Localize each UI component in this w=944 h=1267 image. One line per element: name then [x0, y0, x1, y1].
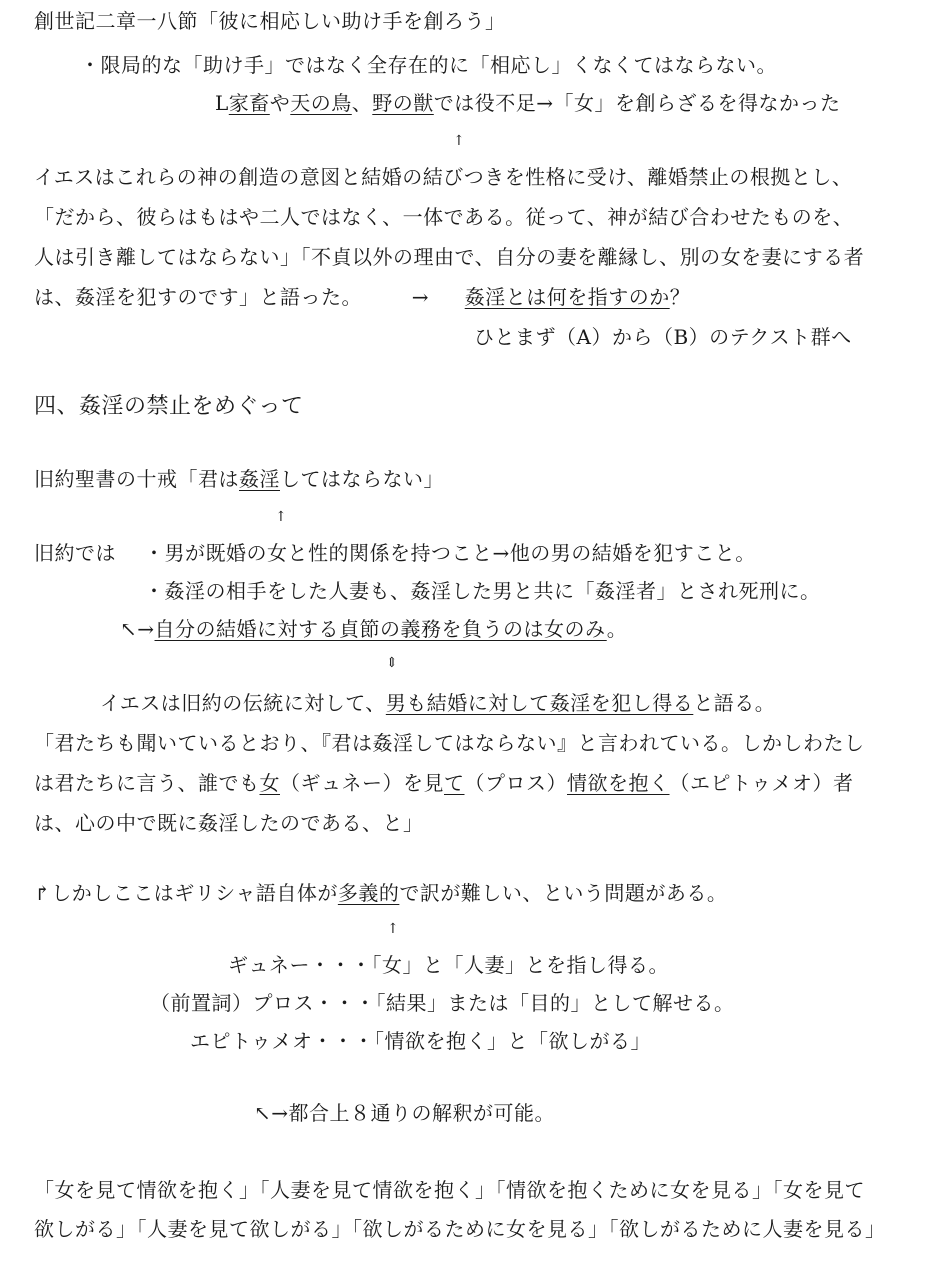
- old-testament-bullet-2: ・姦淫の相手をした人妻も、姦淫した男と共に「姦淫者」とされ死刑に。: [144, 579, 821, 603]
- beasts-text: 野の獣: [372, 91, 434, 115]
- question-mark: ？: [669, 285, 691, 309]
- lust-term: 情欲を抱く: [567, 771, 670, 795]
- interpretations-line-1: 「女を見て情欲を抱く」「人妻を見て情欲を抱く」「情欲を抱くために女を見る」「女を見て: [34, 1178, 865, 1202]
- polysemous-term: 多義的: [337, 881, 400, 905]
- quote-prefix: は君たちに言う、誰でも: [34, 771, 260, 795]
- tradition-suffix: と語る。: [693, 691, 776, 715]
- ambiguity-note: [34, 878, 727, 908]
- te-term: て: [444, 771, 465, 795]
- old-testament-bullet-1: ・男が既婚の女と性的関係を持つこと→他の男の結婚を犯すこと。: [144, 541, 756, 565]
- jesus-tradition-line: [100, 688, 775, 718]
- men-too-text: 男も結婚に対して姦淫を犯し得る: [385, 691, 694, 715]
- commandment-prefix: 旧約聖書の十戒「君は: [34, 467, 239, 491]
- section-heading: 四、姦淫の禁止をめぐって: [34, 394, 304, 419]
- ambiguity-prefix: ↱しかしここはギリシャ語自体が: [34, 881, 338, 905]
- ya-text: や: [269, 91, 291, 115]
- interpretations-line-2: 欲しがる」「人妻を見て欲しがる」「欲しがるために女を見る」「欲しがるために人妻を見る」: [34, 1217, 886, 1241]
- quote-line-2: [34, 768, 854, 798]
- commandment-suffix: してはならない」: [280, 467, 444, 491]
- up-arrow-icon: ↑: [275, 509, 287, 525]
- up-arrow-icon: ↑: [387, 921, 399, 937]
- jesus-paragraph-line-2: 「だから、彼らはもはや二人ではなく、一体である。従って、神が結び合わせたものを、: [34, 205, 854, 229]
- up-arrow-icon: ↑: [453, 133, 465, 149]
- quote-line-3: は、心の中で既に姦淫したのである、と」: [34, 811, 424, 835]
- fidelity-period: 。: [606, 617, 628, 641]
- ambiguity-suffix: で訳が難しい、という問題がある。: [399, 881, 728, 905]
- jesus-paragraph-line-1: イエスはこれらの神の創造の意図と結婚の結びつきを性格に受け、離婚禁止の根拠とし、: [34, 165, 853, 189]
- animals-line: [215, 88, 841, 118]
- updown-arrow-icon: ⇕: [386, 655, 398, 671]
- woman-term: 女: [259, 771, 280, 795]
- right-arrow-icon: →: [411, 285, 429, 309]
- gloss-pros: （前置詞）プロス・・・「結果」または「目的」として解せる。: [150, 991, 735, 1015]
- bracket-mark: L: [215, 91, 229, 115]
- commandment-line: [34, 464, 444, 494]
- jesus-paragraph-line-4: [34, 282, 690, 312]
- epithumeo-gloss: （エピトゥメオ）者: [669, 771, 854, 795]
- fidelity-text: 自分の結婚に対する貞節の義務を負うのは女のみ: [154, 617, 607, 641]
- fidelity-line: [120, 614, 627, 644]
- insufficient-text: では役不足→「女」を創らざるを得なかった: [433, 91, 841, 115]
- birds-text: 天の鳥: [290, 91, 352, 115]
- text-group-note: ひとまず（A）から（B）のテクスト群へ: [474, 325, 852, 349]
- jesus-paragraph-line-3: 人は引き離してはならない」「不貞以外の理由で、自分の妻を離縁し、別の女を妻にする者: [34, 245, 865, 269]
- livestock-text: 家畜: [228, 91, 270, 115]
- bullet-helper: ・限局的な「助け手」ではなく全存在的に「相応し」くなくてはならない。: [80, 53, 777, 77]
- pros-gloss: （プロス）: [464, 771, 567, 795]
- comma-text: 、: [351, 91, 373, 115]
- gloss-epithumeo: エピトゥメオ・・・「情欲を抱く」と「欲しがる」: [190, 1029, 651, 1053]
- adultery-question: 姦淫とは何を指すのか: [464, 285, 670, 309]
- old-testament-label: 旧約では: [34, 541, 116, 565]
- gloss-gyne: ギュネー・・・「女」と「人妻」とを指し得る。: [228, 953, 669, 977]
- corner-arrow-icon: ↖→: [120, 617, 155, 641]
- tradition-prefix: イエスは旧約の伝統に対して、: [100, 691, 386, 715]
- genesis-heading: 創世記二章一八節「彼に相応しい助け手を創ろう」: [34, 9, 506, 33]
- adultery-term: 姦淫: [239, 467, 280, 491]
- interpretation-count: ↖→都合上８通りの解釈が可能。: [254, 1101, 556, 1125]
- gyne-gloss: （ギュネー）を見: [280, 771, 444, 795]
- quote-line-1: 「君たちも聞いているとおり、『君は姦淫してはならない』と言われている。しかしわたし: [34, 731, 865, 755]
- said-text: は、姦淫を犯すのです」と語った。: [34, 285, 362, 309]
